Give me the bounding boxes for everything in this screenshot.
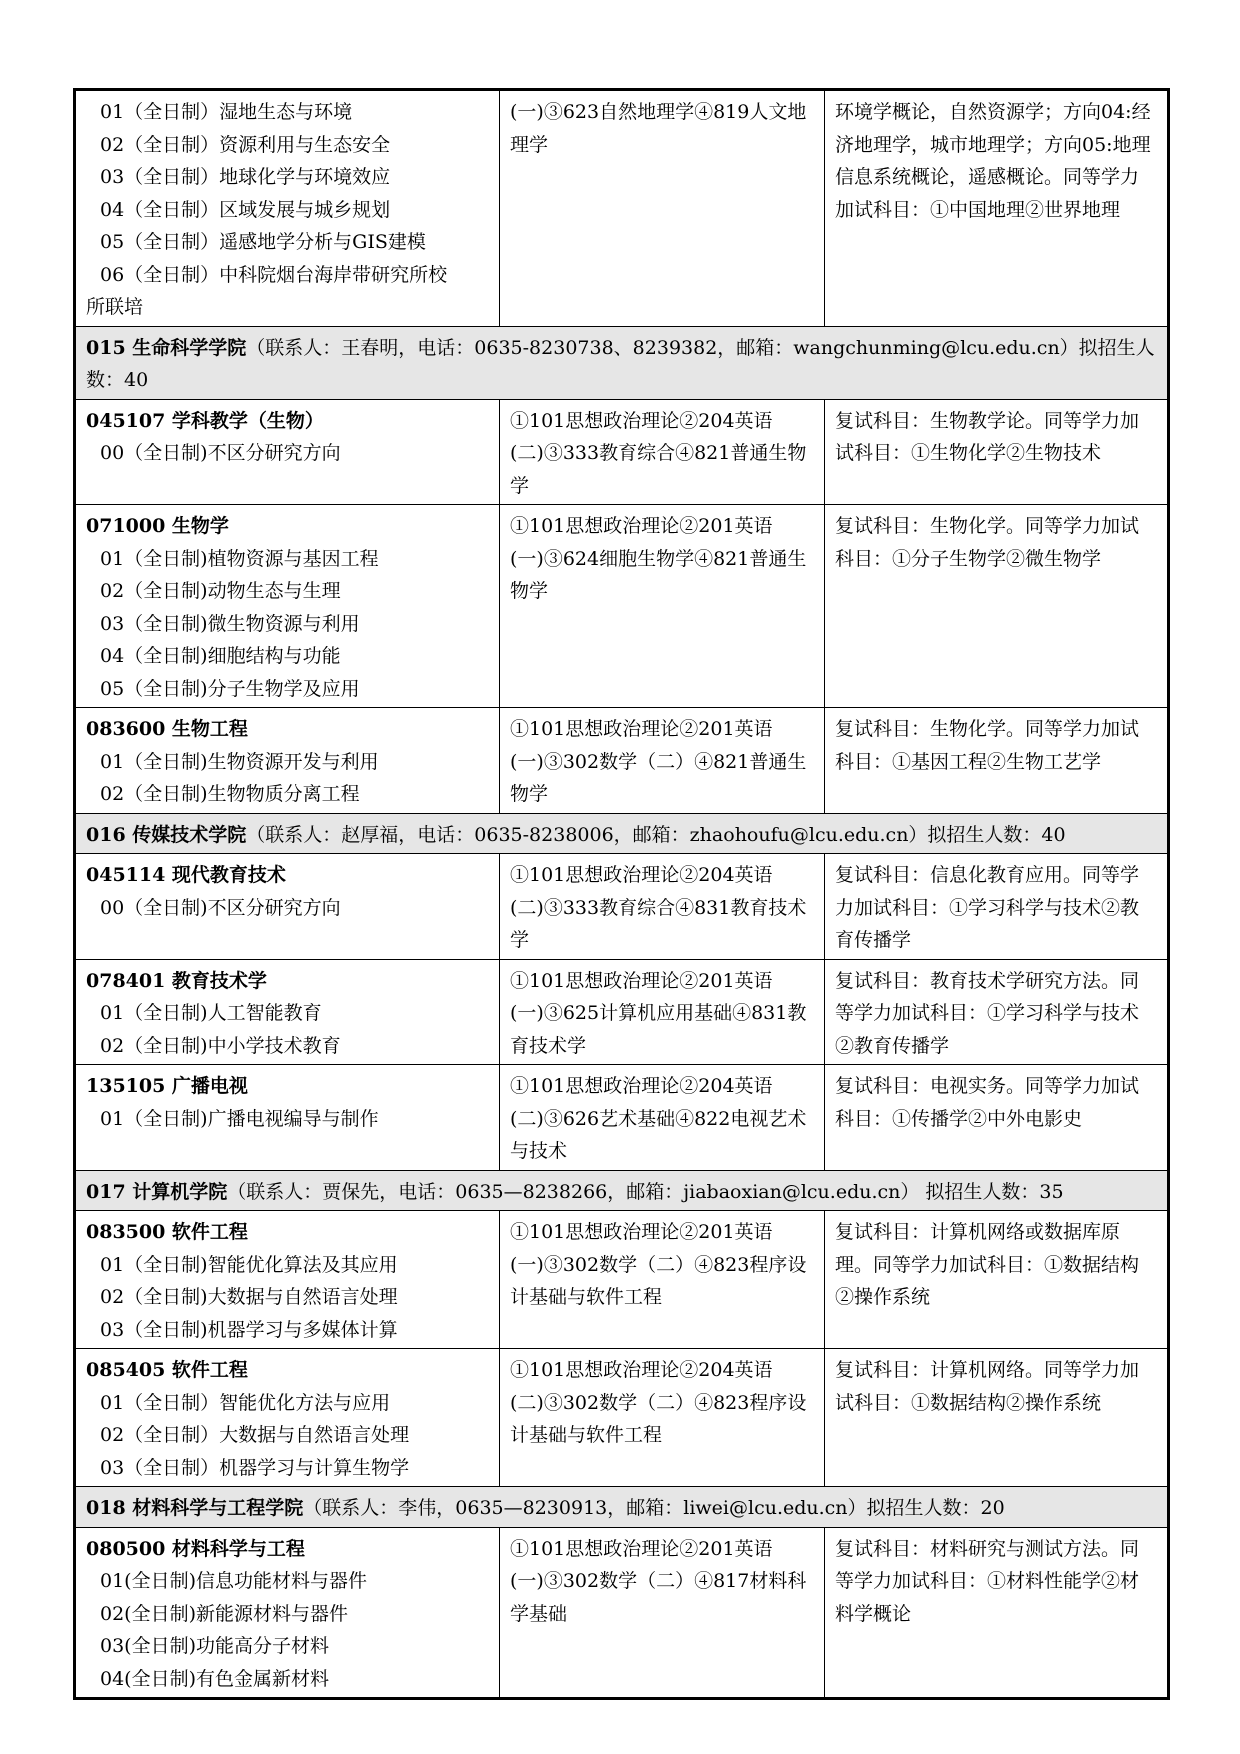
major-title: 083600 生物工程 <box>86 718 248 740</box>
research-direction: 04（全日制)细胞结构与功能 <box>100 645 341 667</box>
research-direction: 00（全日制)不区分研究方向 <box>100 442 341 464</box>
research-direction: 03（全日制)机器学习与多媒体计算 <box>100 1318 398 1341</box>
college-header-row <box>75 1487 1169 1528</box>
major-cell <box>75 1065 500 1171</box>
exam-subjects-cell: ①101思想政治理论②201英语(一)③625计算机应用基础④831教育技术学 <box>500 959 825 1065</box>
major-cell <box>75 854 500 960</box>
college-contact-info: （联系人：李伟，0635—8230913，邮箱：liwei@lcu.edu.cn）拟招生人数：20 <box>303 1497 1005 1519</box>
exam-subjects-cell: (一)③623自然地理学④819人文地理学 <box>500 90 825 327</box>
notes-cell: 复试科目：生物化学。同等学力加试科目：①基因工程②生物工艺学 <box>825 708 1169 814</box>
research-direction: 02（全日制）大数据与自然语言处理 <box>100 1424 410 1446</box>
major-title: 078401 教育技术学 <box>86 969 267 992</box>
college-contact-info: （联系人：王春明，电话：0635-8230738、8239382，邮箱：wangchunming@lcu.edu.cn）拟招生人数：40 <box>86 336 1155 391</box>
research-direction: 01（全日制)智能优化算法及其应用 <box>100 1253 398 1276</box>
major-title: 085405 软件工程 <box>86 1359 248 1381</box>
major-cell <box>75 959 500 1065</box>
research-direction: 01（全日制）湿地生态与环境 <box>100 101 353 123</box>
college-name: 018 材料科学与工程学院 <box>86 1497 304 1519</box>
research-direction: 02(全日制)新能源材料与器件 <box>100 1602 349 1625</box>
exam-subjects-cell: ①101思想政治理论②204英语(二)③333教育综合④831教育技术学 <box>500 854 825 960</box>
exam-subjects-cell: ①101思想政治理论②201英语(一)③302数学（二）④821普通生物学 <box>500 708 825 814</box>
notes-cell: 复试科目：生物教学论。同等学力加试科目：①生物化学②生物技术 <box>825 399 1169 505</box>
research-direction: 02（全日制）资源利用与生态安全 <box>100 133 391 156</box>
research-direction: 01（全日制)广播电视编导与制作 <box>100 1107 379 1130</box>
notes-cell: 复试科目：教育技术学研究方法。同等学力加试科目：①学习科学与技术②教育传播学 <box>825 959 1169 1065</box>
research-direction: 05（全日制）遥感地学分析与GIS建模 <box>100 231 426 253</box>
research-direction: 03（全日制）地球化学与环境效应 <box>100 166 391 188</box>
research-direction: 04(全日制)有色金属新材料 <box>100 1667 330 1690</box>
major-cell <box>75 505 500 708</box>
research-direction: 02（全日制)中小学技术教育 <box>100 1034 341 1057</box>
notes-cell: 复试科目：材料研究与测试方法。同等学力加试科目：①材料性能学②材料学概论 <box>825 1527 1169 1699</box>
college-header-row <box>75 813 1169 854</box>
continuation-directions-cell <box>75 90 500 327</box>
research-direction: 01（全日制)生物资源开发与利用 <box>100 750 379 773</box>
major-title: 135105 广播电视 <box>86 1075 248 1097</box>
college-name: 016 传媒技术学院 <box>86 823 247 846</box>
research-direction: 01（全日制)植物资源与基因工程 <box>100 547 379 570</box>
college-name: 015 生命科学学院 <box>86 336 247 359</box>
college-header-cell <box>75 326 1169 399</box>
exam-subjects-cell: ①101思想政治理论②204英语(二)③333教育综合④821普通生物学 <box>500 399 825 505</box>
major-cell <box>75 1211 500 1349</box>
major-row <box>75 708 1169 814</box>
research-direction: 02（全日制)动物生态与生理 <box>100 580 341 602</box>
admissions-catalog-table <box>73 88 1170 1700</box>
exam-subjects-cell: ①101思想政治理论②201英语(一)③624细胞生物学④821普通生物学 <box>500 505 825 708</box>
major-cell <box>75 1527 500 1699</box>
college-header-cell <box>75 813 1169 854</box>
major-cell <box>75 708 500 814</box>
exam-subjects-cell: ①101思想政治理论②204英语(二)③626艺术基础④822电视艺术与技术 <box>500 1065 825 1171</box>
notes-cell: 复试科目：信息化教育应用。同等学力加试科目：①学习科学与技术②教育传播学 <box>825 854 1169 960</box>
college-contact-info: （联系人：赵厚福，电话：0635-8238006，邮箱：zhaohoufu@lcu.edu.cn）拟招生人数：40 <box>246 823 1066 846</box>
college-header-row <box>75 1170 1169 1211</box>
major-row <box>75 1065 1169 1171</box>
major-row <box>75 399 1169 505</box>
college-contact-info: （联系人：贾保先，电话：0635—8238266，邮箱：jiabaoxian@lcu.edu.cn） 拟招生人数：35 <box>227 1180 1064 1203</box>
college-name: 017 计算机学院 <box>86 1180 228 1203</box>
major-cell <box>75 1349 500 1487</box>
research-direction: 02（全日制)生物物质分离工程 <box>100 783 360 805</box>
notes-cell: 复试科目：计算机网络。同等学力加试科目：①数据结构②操作系统 <box>825 1349 1169 1487</box>
major-row <box>75 505 1169 708</box>
research-direction: 03（全日制)微生物资源与利用 <box>100 612 360 635</box>
major-row <box>75 1527 1169 1699</box>
college-header-cell <box>75 1170 1169 1211</box>
major-title: 071000 生物学 <box>86 515 229 537</box>
major-title: 045114 现代教育技术 <box>86 864 286 886</box>
research-direction: 03（全日制）机器学习与计算生物学 <box>100 1456 410 1479</box>
research-direction: 05（全日制)分子生物学及应用 <box>100 677 360 700</box>
exam-subjects-cell: ①101思想政治理论②201英语(一)③302数学（二）④823程序设计基础与软件工程 <box>500 1211 825 1349</box>
research-direction: 01(全日制)信息功能材料与器件 <box>100 1570 368 1592</box>
major-title: 045107 学科教学（生物） <box>86 409 324 432</box>
major-row <box>75 1349 1169 1487</box>
notes-cell: 复试科目：电视实务。同等学力加试科目：①传播学②中外电影史 <box>825 1065 1169 1171</box>
research-direction: 04（全日制）区域发展与城乡规划 <box>100 198 391 221</box>
major-row <box>75 1211 1169 1349</box>
research-direction: 02（全日制)大数据与自然语言处理 <box>100 1286 398 1308</box>
exam-subjects-cell: ①101思想政治理论②204英语(二)③302数学（二）④823程序设计基础与软件工程 <box>500 1349 825 1487</box>
research-direction: 03(全日制)功能高分子材料 <box>100 1635 330 1657</box>
research-direction: 01（全日制)人工智能教育 <box>100 1002 322 1024</box>
notes-cell: 复试科目：生物化学。同等学力加试科目：①分子生物学②微生物学 <box>825 505 1169 708</box>
research-direction-continued: 所联培 <box>86 296 144 318</box>
college-header-row <box>75 326 1169 399</box>
major-cell <box>75 399 500 505</box>
continuation-row <box>75 90 1169 327</box>
research-direction: 06（全日制）中科院烟台海岸带研究所校 <box>100 263 448 286</box>
major-row <box>75 854 1169 960</box>
college-header-cell <box>75 1487 1169 1528</box>
major-title: 080500 材料科学与工程 <box>86 1537 305 1560</box>
research-direction: 00（全日制)不区分研究方向 <box>100 896 341 919</box>
major-title: 083500 软件工程 <box>86 1221 248 1243</box>
notes-cell: 复试科目：计算机网络或数据库原理。同等学力加试科目：①数据结构②操作系统 <box>825 1211 1169 1349</box>
exam-subjects-cell: ①101思想政治理论②201英语(一)③302数学（二）④817材料科学基础 <box>500 1527 825 1699</box>
research-direction: 01（全日制）智能优化方法与应用 <box>100 1391 391 1414</box>
notes-cell: 环境学概论，自然资源学；方向04:经济地理学，城市地理学；方向05:地理信息系统概论，遥感概论。同等学力加试科目：①中国地理②世界地理 <box>825 90 1169 327</box>
major-row <box>75 959 1169 1065</box>
